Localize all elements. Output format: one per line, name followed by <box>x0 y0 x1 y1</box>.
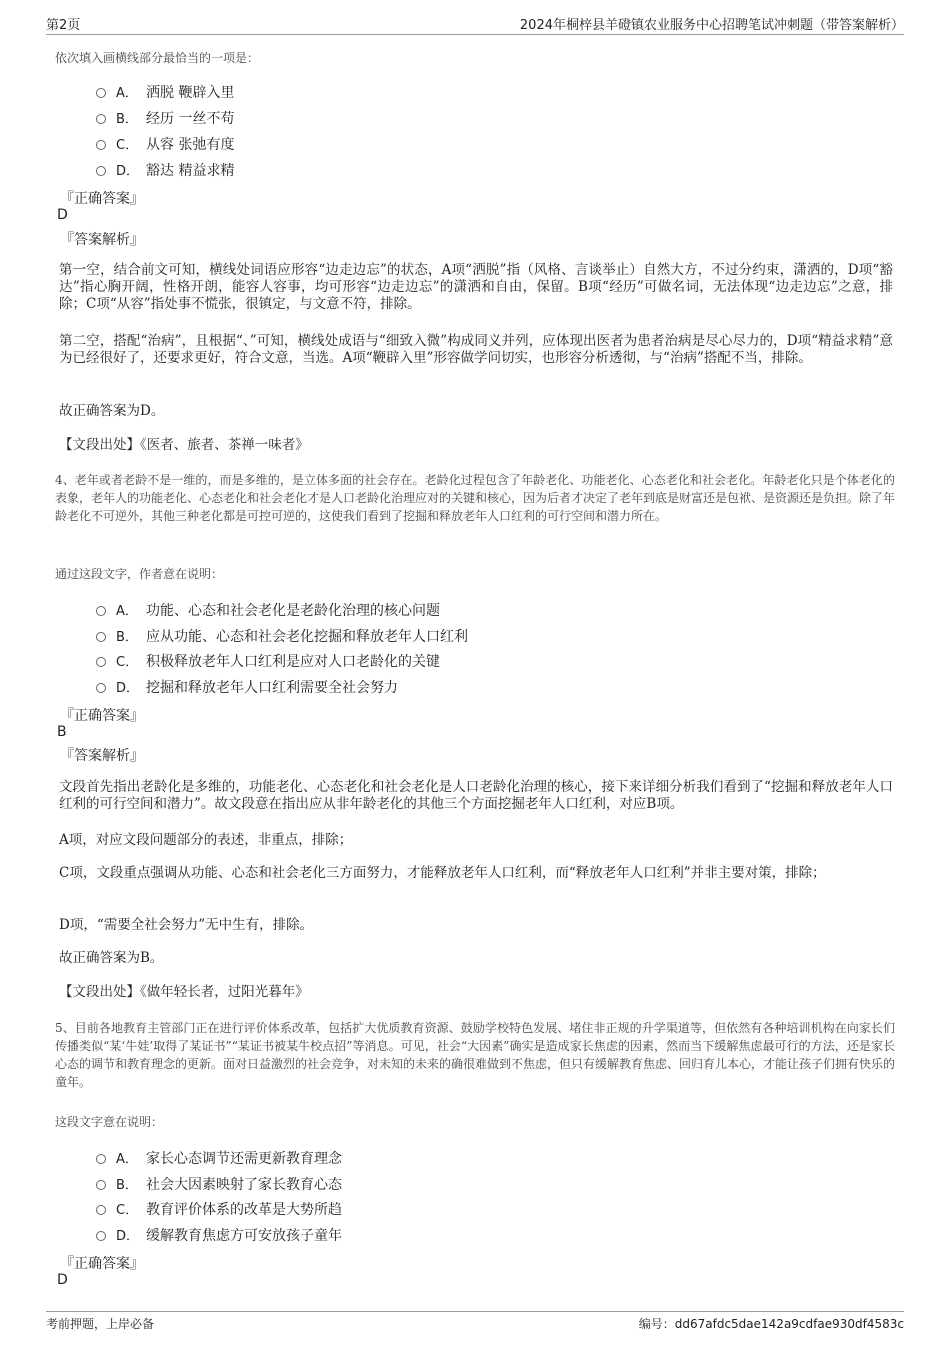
q3-answer: D <box>57 207 68 223</box>
radio-icon[interactable] <box>96 606 106 616</box>
q4-analysis-paragraph: C项，文段重点强调从功能、心态和社会老化三方面努力，才能释放老年人口红利，而“释放老年人口红利”并非主要对策，排除； <box>59 865 826 881</box>
q3-source: 【文段出处】《医者、旅者、茶禅一味者》 <box>59 437 309 453</box>
q4-option-c[interactable]: C． 积极释放老年人口红利是应对人口老龄化的关键 <box>96 651 440 671</box>
q4-answer-label: 『正确答案』 <box>60 708 144 724</box>
q3-analysis-paragraph: 第一空，结合前文可知，横线处词语应形容“边走边忘”的状态，A项“洒脱”指（风格、言谈举止）自然大方，不过分约束，潇洒的，D项“豁达”指心胸开阔，性格开朗，能容人容事，均可形容“边走边忘”的潇洒和自由，保留。B项“经历”可做名词，无法体现“边走边忘”之意，排除；C项“从容”指处事不慌张，很镇定，与文意不符，排除。 <box>59 262 893 312</box>
q4-analysis-label: 『答案解析』 <box>60 748 144 764</box>
q3-conclusion: 故正确答案为D。 <box>59 403 165 419</box>
radio-icon[interactable] <box>96 166 106 176</box>
q5-passage: 5、目前各地教育主管部门正在进行评价体系改革，包括扩大优质教育资源、鼓励学校特色发展、堵住非正规的升学渠道等，但依然有各种培训机构在向家长们传播类似“某‘牛娃’取得了某证书”“某证书被某牛校点招”等消息。可见，社会“大因素”确实是造成家长焦虑的因素，然而当下缓解焦虑最可行的方法，还是家长心态的调节和教育理念的更新。面对日益激烈的社会竞争，对未知的未来的确很难做到不焦虑，但只有缓解教育焦虑、回归育儿本心，才能让孩子们拥有快乐的童年。 <box>55 1021 896 1089</box>
q4-analysis-paragraph: 文段首先指出老龄化是多维的，功能老化、心态老化和社会老化是人口老龄化治理的核心，接下来详细分析我们看到了“挖掘和释放老年人口红利的可行空间和潜力”。故文段意在指出应从非年龄老化的其他三个方面挖掘老年人口红利，对应B项。 <box>59 779 893 812</box>
q4-prompt: 通过这段文字，作者意在说明： <box>55 567 224 581</box>
q3-answer-label: 『正确答案』 <box>60 191 144 207</box>
q3-prompt: 依次填入画横线部分最恰当的一项是： <box>55 51 260 65</box>
q4-answer: B <box>57 724 67 740</box>
q5-answer: D <box>57 1272 68 1288</box>
q3-analysis-label: 『答案解析』 <box>60 232 144 248</box>
page-header <box>46 0 904 35</box>
q3-option-b[interactable]: B． 经历 一丝不苟 <box>96 108 234 128</box>
q4-option-d[interactable]: D． 挖掘和释放老年人口红利需要全社会努力 <box>96 677 398 697</box>
q3-option-d[interactable]: D． 豁达 精益求精 <box>96 160 234 180</box>
document-title: 2024年桐梓县羊磴镇农业服务中心招聘笔试冲刺题（带答案解析） <box>519 18 904 33</box>
q3-option-a[interactable]: A． 洒脱 鞭辟入里 <box>96 82 234 102</box>
q5-option-b[interactable]: B． 社会大因素映射了家长教育心态 <box>96 1174 342 1194</box>
q3-analysis-paragraph: 第二空，搭配“治病”，且根据“、”可知，横线处成语与“细致入微”构成同义并列，应体现出医者为患者治病是尽心尽力的，D项“精益求精”意为已经很好了，还要求更好，符合文意，当选。A项“鞭辟入里”形容做学问切实，也形容分析透彻，与“治病”搭配不当，排除。 <box>59 333 893 366</box>
document-code: 编号：dd67afdc5dae142a9cdfae930df4583c <box>638 1317 904 1331</box>
q4-option-a[interactable]: A． 功能、心态和社会老化是老龄化治理的核心问题 <box>96 600 440 620</box>
radio-icon[interactable] <box>96 1154 106 1164</box>
radio-icon[interactable] <box>96 1205 106 1215</box>
radio-icon[interactable] <box>96 140 106 150</box>
q4-analysis-paragraph: A项，对应文段问题部分的表述，非重点，排除； <box>59 832 353 848</box>
q4-analysis-paragraph: D项，“需要全社会努力”无中生有，排除。 <box>59 917 314 933</box>
radio-icon[interactable] <box>96 1180 106 1190</box>
radio-icon[interactable] <box>96 632 106 642</box>
page-footer <box>46 1311 904 1342</box>
footer-slogan: 考前押题，上岸必备 <box>46 1317 155 1331</box>
q4-source: 【文段出处】《做年轻长者，过阳光暮年》 <box>59 984 309 1000</box>
radio-icon[interactable] <box>96 114 106 124</box>
q5-prompt: 这段文字意在说明： <box>55 1115 164 1129</box>
radio-icon[interactable] <box>96 657 106 667</box>
q5-option-a[interactable]: A． 家长心态调节还需更新教育理念 <box>96 1148 342 1168</box>
q4-passage: 4、老年或者老龄不是一维的，而是多维的，是立体多面的社会存在。老龄化过程包含了年龄老化、功能老化、心态老化和社会老化。年龄老化只是个体老化的表象，老年人的功能老化、心态老化和社会老化才是人口老龄化治理应对的关键和核心，因为后者才决定了老年到底是财富还是包袱、是资源还是负担。除了年龄老化不可逆外，其他三种老化都是可控可逆的，这使我们看到了挖掘和释放老年人口红利的可行空间和潜力所在。 <box>55 473 896 523</box>
q4-option-b[interactable]: B． 应从功能、心态和社会老化挖掘和释放老年人口红利 <box>96 626 468 646</box>
q4-conclusion: 故正确答案为B。 <box>59 950 164 966</box>
q5-option-d[interactable]: D． 缓解教育焦虑方可安放孩子童年 <box>96 1225 342 1245</box>
radio-icon[interactable] <box>96 683 106 693</box>
radio-icon[interactable] <box>96 88 106 98</box>
q5-option-c[interactable]: C． 教育评价体系的改革是大势所趋 <box>96 1199 342 1219</box>
radio-icon[interactable] <box>96 1231 106 1241</box>
page-number: 第2页 <box>46 18 81 33</box>
q5-answer-label: 『正确答案』 <box>60 1256 144 1272</box>
q3-option-c[interactable]: C． 从容 张弛有度 <box>96 134 234 154</box>
